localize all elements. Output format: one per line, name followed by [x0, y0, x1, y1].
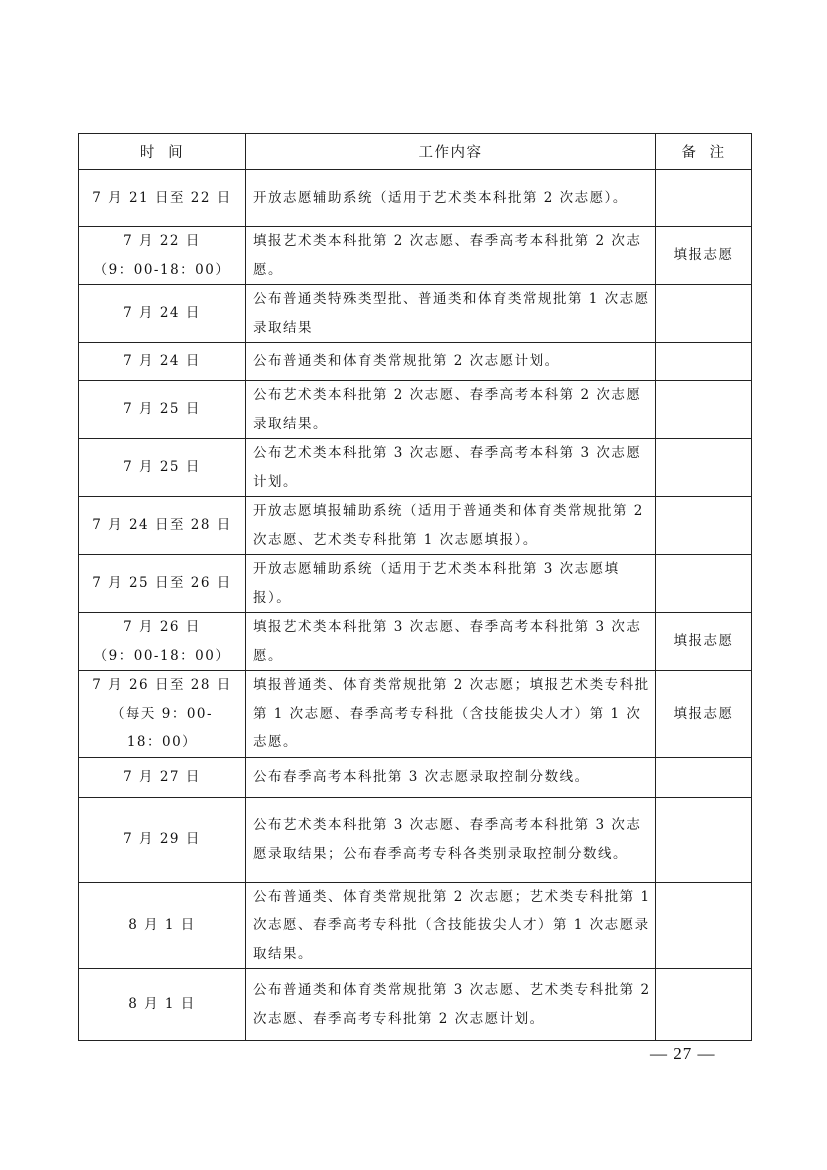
cell-note [656, 439, 752, 497]
cell-content: 公布艺术类本科批第 3 次志愿、春季高考本科批第 3 次志愿录取结果；公布春季高考专科各类别录取控制分数线。 [246, 797, 656, 882]
cell-time: 7 月 24 日 [79, 343, 246, 381]
page-number: — 27 — [650, 1044, 716, 1063]
cell-content: 公布艺术类本科批第 2 次志愿、春季高考本科第 2 次志愿录取结果。 [246, 381, 656, 439]
table-row [79, 227, 752, 285]
cell-time: 7 月 26 日 （9：00-18：00） [79, 613, 246, 671]
cell-content: 填报艺术类本科批第 2 次志愿、春季高考本科批第 2 次志愿。 [246, 227, 656, 285]
table-row [79, 671, 752, 758]
cell-time: 7 月 29 日 [79, 797, 246, 882]
cell-content: 填报普通类、体育类常规批第 2 次志愿；填报艺术类专科批第 1 次志愿、春季高考专科批（含技能拔尖人才）第 1 次志愿。 [246, 671, 656, 758]
cell-content: 开放志愿辅助系统（适用于艺术类本科批第 3 次志愿填报）。 [246, 555, 656, 613]
cell-note [656, 343, 752, 381]
cell-time: 8 月 1 日 [79, 969, 246, 1041]
cell-content: 公布普通类和体育类常规批第 3 次志愿、艺术类专科批第 2 次志愿、春季高考专科批第 2 次志愿计划。 [246, 969, 656, 1041]
cell-content: 开放志愿填报辅助系统（适用于普通类和体育类常规批第 2 次志愿、艺术类专科批第 1 次志愿填报）。 [246, 497, 656, 555]
table-row [79, 170, 752, 227]
table-row [79, 969, 752, 1041]
table-header-row [79, 134, 752, 170]
table-row [79, 343, 752, 381]
table-row [79, 555, 752, 613]
cell-time: 7 月 24 日至 28 日 [79, 497, 246, 555]
cell-time: 7 月 25 日 [79, 381, 246, 439]
table-row [79, 497, 752, 555]
cell-note [656, 170, 752, 227]
cell-content: 公布普通类和体育类常规批第 2 次志愿计划。 [246, 343, 656, 381]
cell-time: 8 月 1 日 [79, 882, 246, 969]
header-content: 工作内容 [246, 134, 656, 170]
table-row [79, 439, 752, 497]
cell-content: 开放志愿辅助系统（适用于艺术类本科批第 2 次志愿）。 [246, 170, 656, 227]
cell-content: 公布普通类特殊类型批、普通类和体育类常规批第 1 次志愿录取结果 [246, 285, 656, 343]
cell-time: 7 月 22 日 （9：00-18：00） [79, 227, 246, 285]
cell-time: 7 月 25 日 [79, 439, 246, 497]
cell-note [656, 555, 752, 613]
cell-content: 填报艺术类本科批第 3 次志愿、春季高考本科批第 3 次志愿。 [246, 613, 656, 671]
table-row [79, 882, 752, 969]
cell-time: 7 月 25 日至 26 日 [79, 555, 246, 613]
cell-note: 填报志愿 [656, 671, 752, 758]
table-row [79, 797, 752, 882]
cell-time: 7 月 27 日 [79, 757, 246, 797]
cell-note [656, 381, 752, 439]
cell-time: 7 月 21 日至 22 日 [79, 170, 246, 227]
table-row [79, 757, 752, 797]
cell-time: 7 月 24 日 [79, 285, 246, 343]
header-note: 备 注 [656, 134, 752, 170]
cell-content: 公布春季高考本科批第 3 次志愿录取控制分数线。 [246, 757, 656, 797]
cell-note [656, 757, 752, 797]
cell-content: 公布艺术类本科批第 3 次志愿、春季高考本科第 3 次志愿计划。 [246, 439, 656, 497]
table-row [79, 613, 752, 671]
schedule-table [78, 133, 752, 1041]
cell-note [656, 882, 752, 969]
cell-note [656, 969, 752, 1041]
cell-note [656, 797, 752, 882]
table-row [79, 381, 752, 439]
cell-note [656, 285, 752, 343]
cell-note: 填报志愿 [656, 227, 752, 285]
header-time: 时 间 [79, 134, 246, 170]
cell-note: 填报志愿 [656, 613, 752, 671]
cell-note [656, 497, 752, 555]
cell-time: 7 月 26 日至 28 日 （每天 9：00- 18：00） [79, 671, 246, 758]
cell-content: 公布普通类、体育类常规批第 2 次志愿；艺术类专科批第 1 次志愿、春季高考专科批（含技能拔尖人才）第 1 次志愿录取结果。 [246, 882, 656, 969]
table-row [79, 285, 752, 343]
